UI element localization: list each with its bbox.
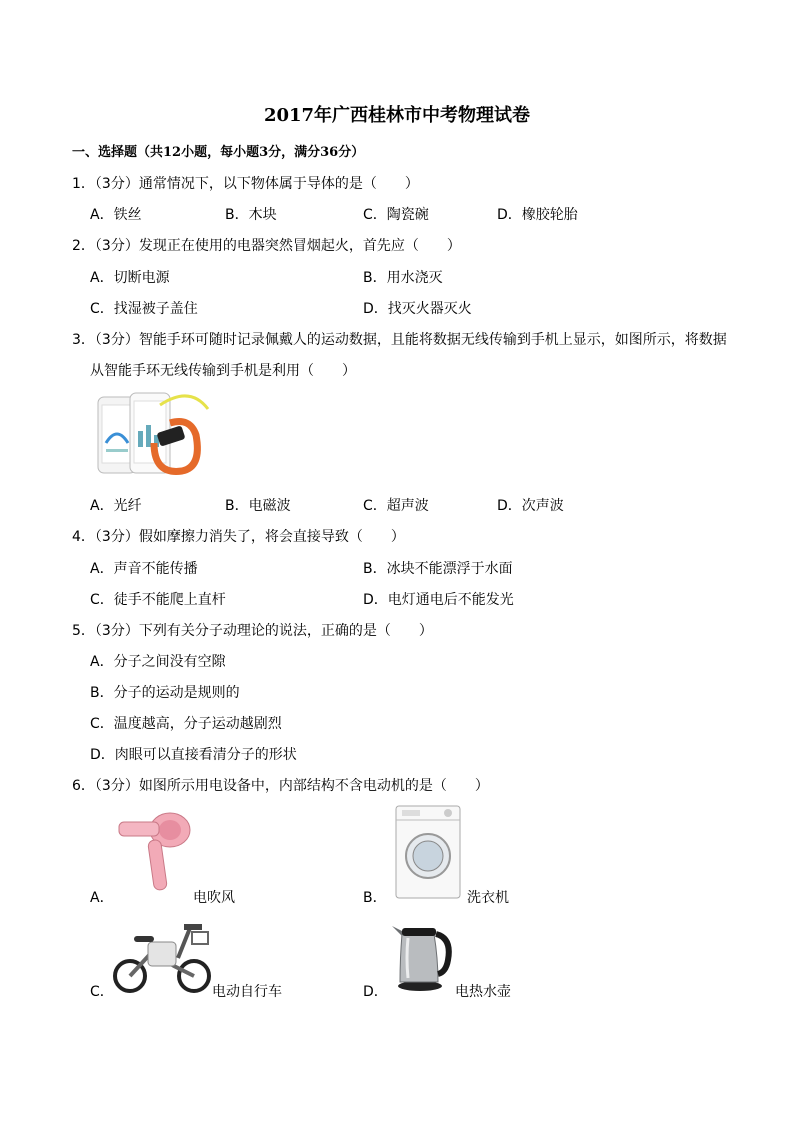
electric-bicycle-image xyxy=(112,918,212,996)
washing-machine-image xyxy=(394,804,462,900)
q3-option-b[interactable]: B．电磁波 xyxy=(225,498,291,514)
q6-option-a-label: 电吹风 xyxy=(193,890,235,906)
q2-option-a[interactable]: A．切断电源 xyxy=(90,270,170,286)
q5-option-b[interactable]: B．分子的运动是规则的 xyxy=(90,685,240,701)
q2-option-c[interactable]: C．找湿被子盖住 xyxy=(90,301,198,317)
q6-option-b-label: 洗衣机 xyxy=(467,890,509,906)
question-3-stem-continued: 从智能手环无线传输到手机是利用（ ） xyxy=(90,363,356,379)
question-2-stem: 2．（3分）发现正在使用的电器突然冒烟起火，首先应（ ） xyxy=(72,238,461,254)
q4-option-a[interactable]: A．声音不能传播 xyxy=(90,561,198,577)
q6-option-d-label: 电热水壶 xyxy=(455,984,511,1000)
q6-option-c-label: 电动自行车 xyxy=(212,984,282,1000)
q3-option-d[interactable]: D．次声波 xyxy=(497,498,564,514)
q1-option-b[interactable]: B．木块 xyxy=(225,207,277,223)
q4-option-d[interactable]: D．电灯通电后不能发光 xyxy=(363,592,514,608)
page-title: 2017年广西桂林市中考物理试卷 xyxy=(263,105,531,126)
q1-option-d[interactable]: D．橡胶轮胎 xyxy=(497,207,578,223)
q3-option-c[interactable]: C．超声波 xyxy=(363,498,429,514)
question-4-stem: 4．（3分）假如摩擦力消失了，将会直接导致（ ） xyxy=(72,529,405,545)
q3-option-a[interactable]: A．光纤 xyxy=(90,498,142,514)
q5-option-a[interactable]: A．分子之间没有空隙 xyxy=(90,654,226,670)
q1-option-a[interactable]: A．铁丝 xyxy=(90,207,142,223)
q6-option-b-letter[interactable]: B． xyxy=(363,890,387,906)
q6-option-d-letter[interactable]: D． xyxy=(363,984,388,1000)
hair-dryer-image xyxy=(115,810,195,895)
q2-option-d[interactable]: D．找灭火器灭火 xyxy=(363,301,472,317)
q1-option-c[interactable]: C．陶瓷碗 xyxy=(363,207,429,223)
question-1-stem: 1．（3分）通常情况下，以下物体属于导体的是（ ） xyxy=(72,176,419,192)
q6-option-c-letter[interactable]: C． xyxy=(90,984,114,1000)
q5-option-c[interactable]: C．温度越高，分子运动越剧烈 xyxy=(90,716,282,732)
question-3-stem: 3．（3分）智能手环可随时记录佩戴人的运动数据，且能将数据无线传输到手机上显示，如图所示，将数据 xyxy=(72,332,727,348)
electric-kettle-image xyxy=(392,918,452,992)
q4-option-c[interactable]: C．徒手不能爬上直杆 xyxy=(90,592,226,608)
q6-option-a-letter[interactable]: A． xyxy=(90,890,114,906)
q5-option-d[interactable]: D．肉眼可以直接看清分子的形状 xyxy=(90,747,297,763)
question-6-stem: 6．（3分）如图所示用电设备中，内部结构不含电动机的是（ ） xyxy=(72,778,489,794)
smart-band-phone-image xyxy=(90,391,215,481)
q2-option-b[interactable]: B．用水浇灭 xyxy=(363,270,443,286)
q4-option-b[interactable]: B．冰块不能漂浮于水面 xyxy=(363,561,513,577)
section-heading: 一、选择题（共12小题，每小题3分，满分36分） xyxy=(72,145,365,160)
question-5-stem: 5．（3分）下列有关分子动理论的说法，正确的是（ ） xyxy=(72,623,433,639)
